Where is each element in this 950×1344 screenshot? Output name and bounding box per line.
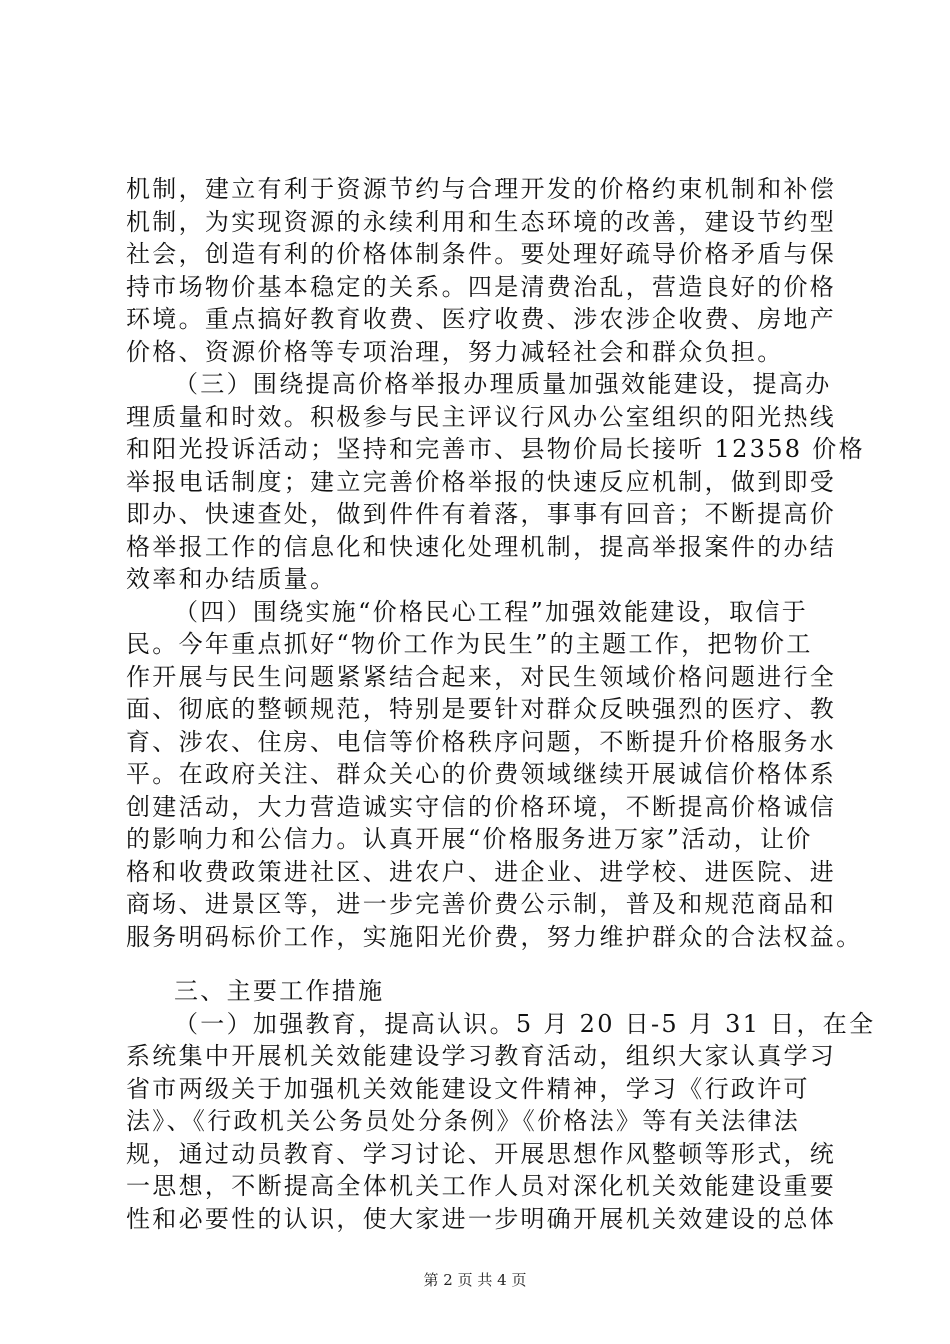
text-line: 效率和办结质量。 [126, 565, 337, 593]
paragraph-start-line: （一）加强教育，提高认识。5 月 20 日-5 月 31 日，在全 [174, 1009, 876, 1038]
text-line: 育、涉农、住房、电信等价格秩序问题，不断提升价格服务水 [126, 727, 837, 756]
text-line: 环境。重点搞好教育收费、医疗收费、涉农涉企收费、房地产 [126, 305, 837, 333]
page-number-footer: 第 2 页 共 4 页 [423, 1271, 527, 1289]
text-line: 的影响力和公信力。认真开展“价格服务进万家”活动，让价 [126, 825, 813, 853]
text-line: 机制，建立有利于资源节约与合理开发的价格约束机制和补偿 [126, 175, 837, 203]
section-heading: 三、主要工作措施 [174, 977, 385, 1005]
text-line: 法》、《行政机关公务员处分条例》《价格法》等有关法律法 [126, 1107, 801, 1135]
text-line: 创建活动，大力营造诚实守信的价格环境，不断提高价格诚信 [126, 792, 837, 821]
text-line: 民。今年重点抓好“物价工作为民生”的主题工作，把物价工 [126, 630, 813, 658]
text-line: 服务明码标价工作，实施阳光价费，努力维护群众的合法权益。 [126, 922, 863, 951]
text-line: 理质量和时效。积极参与民主评议行风办公室组织的阳光热线 [126, 402, 837, 431]
text-line: 和阳光投诉活动；坚持和完善市、县物价局长接听 12358 价格 [126, 435, 865, 463]
text-line: 格和收费政策进社区、进农户、进企业、进学校、进医院、进 [126, 857, 837, 886]
text-line: 持市场物价基本稳定的关系。四是清费治乱，营造良好的价格 [126, 272, 837, 301]
text-line: 性和必要性的认识，使大家进一步明确开展机关效建设的总体 [126, 1204, 837, 1233]
text-line: 价格、资源价格等专项治理，努力减轻社会和群众负担。 [126, 337, 784, 366]
text-line: 系统集中开展机关效能建设学习教育活动，组织大家认真学习 [126, 1042, 837, 1070]
paragraph-start-line: （三）围绕提高价格举报办理质量加强效能建设，提高办 [174, 370, 832, 398]
text-line: 举报电话制度；建立完善价格举报的快速反应机制，做到即受 [126, 467, 837, 496]
text-line: 商场、进景区等，进一步完善价费公示制，普及和规范商品和 [126, 890, 837, 918]
text-line: 面、彻底的整顿规范，特别是要针对群众反映强烈的医疗、教 [126, 695, 837, 723]
paragraph-gap [126, 953, 846, 975]
text-line: 规，通过动员教育、学习讨论、开展思想作风整顿等形式，统 [126, 1139, 837, 1168]
text-line: 平。在政府关注、群众关心的价费领域继续开展诚信价格体系 [126, 760, 837, 788]
text-line: 社会，创造有利的价格体制条件。要处理好疏导价格矛盾与保 [126, 240, 837, 268]
paragraph-start-line: （四）围绕实施“价格民心工程”加强效能建设，取信于 [174, 597, 809, 626]
text-line: 一思想，不断提高全体机关工作人员对深化机关效能建设重要 [126, 1172, 837, 1200]
text-line: 作开展与民生问题紧紧结合起来，对民生领域价格问题进行全 [126, 662, 837, 691]
body-text [126, 173, 876, 1235]
text-line: 省市两级关于加强机关效能建设文件精神，学习《行政许可 [126, 1074, 810, 1103]
text-line: 格举报工作的信息化和快速化处理机制，提高举报案件的办结 [126, 532, 837, 561]
text-line: 机制，为实现资源的永续利用和生态环境的改善，建设节约型 [126, 207, 837, 236]
text-line: 即办、快速查处，做到件件有着落，事事有回音；不断提高价 [126, 500, 837, 528]
